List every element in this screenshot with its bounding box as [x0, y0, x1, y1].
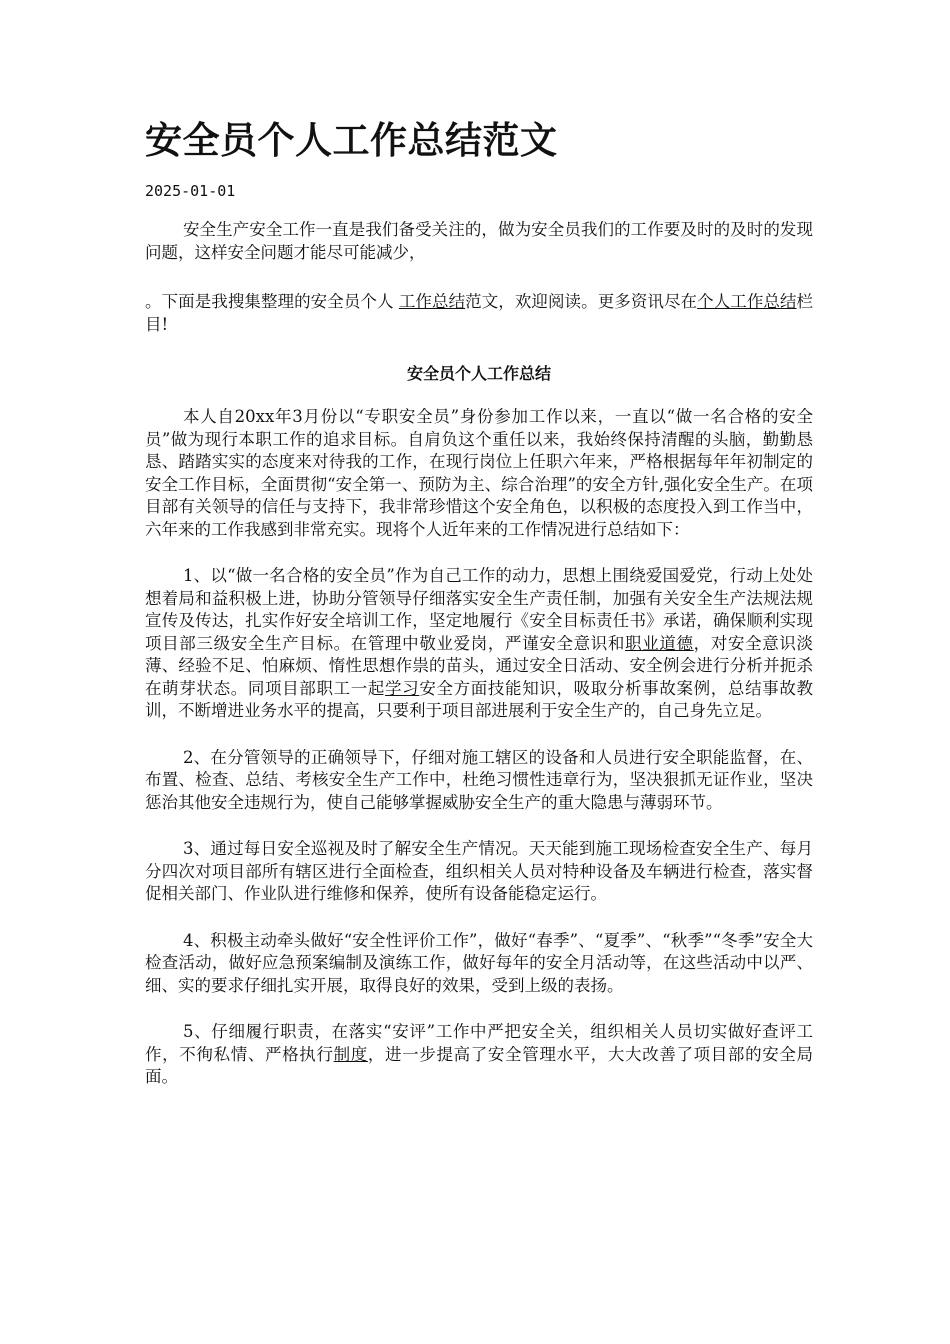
paragraph-5-text-a: 5、仔细履行职责，在落实“安评”工作中严把安全关，组织相关人员切实做好查评工作，不徇私情、严格执行 [145, 1022, 813, 1064]
paragraph-5-text-b: ，进一步提高了安全管理水平，大大改善了项目部的安全局面。 [145, 1044, 814, 1086]
section-heading: 安全员个人工作总结 [406, 364, 551, 383]
personal-summary-column-link[interactable]: 个人工作总结 [697, 292, 797, 311]
professional-ethics-link[interactable]: 职业道德 [625, 633, 694, 653]
body-paragraph-1 [145, 565, 813, 723]
publish-date: 2025-01-01 [145, 182, 236, 200]
intro-text: 安全生产安全工作一直是我们备受关注的，做为安全员我们的工作要及时的及时的发现问题，这样安全问题才能尽可能减少， [145, 220, 813, 262]
body-paragraph-0: 本人自20xx年3月份以“专职安全员”身份参加工作以来，一直以“做一名合格的安全员”做为现行本职工作的追求目标。自肩负这个重任以来，我始终保持清醒的头脑，勤勤恳恳、踏踏实实的态度来对待我的工作，在现行岗位上任职六年来，严格根据每年年初制定的安全工作目标，全面贯彻“安全第一、预防为主、综合治理”的安全方针,强化安全生产。在项目部有关领导的信任与支持下，我非常珍惜这个安全角色，以积极的态度投入到工作当中，六年来的工作我感到非常充实。现将个人近年来的工作情况进行总结如下： [145, 407, 813, 539]
intro-links-paragraph [145, 291, 813, 336]
intro-middle-text: 范文，欢迎阅读。更多资讯尽在 [465, 292, 698, 311]
intro-suffix-text: 栏目! [145, 292, 814, 334]
body-paragraph-4: 4、积极主动牵头做好“安全性评价工作”，做好“春季”、“夏季”、“秋季”“冬季”安全大检查活动，做好应急预案编制及演练工作，做好每年的安全月活动等，在这些活动中以严、细、实的要求仔细扎实开展，取得良好的效果，受到上级的表扬。 [145, 930, 813, 995]
study-link[interactable]: 学习 [385, 678, 420, 698]
body-paragraph-5 [145, 1021, 813, 1089]
paragraph-1-text-b: ，对安全意识淡薄、经验不足、怕麻烦、惰性思想作祟的苗头，通过安全日活动、安全例会进行分析并扼杀在萌芽状态。同项目部职工一起 [145, 633, 814, 698]
work-summary-link[interactable]: 工作总结 [398, 292, 466, 311]
document-title: 安全员个人工作总结范文 [145, 119, 558, 162]
document-page [145, 112, 813, 1089]
regulations-link[interactable]: 制度 [333, 1044, 368, 1064]
intro-paragraph [145, 219, 813, 264]
paragraph-1-text-c: 安全方面技能知识，吸取分析事故案例，总结事故教训，不断增进业务水平的提高，只要利于项目部进展利于安全生产的，自己身先立足。 [145, 678, 814, 720]
body-paragraph-2: 2、在分管领导的正确领导下，仔细对施工辖区的设备和人员进行安全职能监督，在、布置、检查、总结、考核安全生产工作中，杜绝习惯性违章行为，坚决狠抓无证作业，坚决惩治其他安全违规行为，使自己能够掌握威胁安全生产的重大隐患与薄弱环节。 [145, 747, 813, 812]
intro-prefix-text: 。下面是我搜集整理的安全员个人 [145, 292, 399, 311]
body-paragraph-3: 3、通过每日安全巡视及时了解安全生产情况。天天能到施工现场检查安全生产、每月分四次对项目部所有辖区进行全面检查，组织相关人员对特种设备及车辆进行检查，落实督促相关部门、作业队进行维修和保养，使所有设备能稳定运行。 [145, 839, 813, 903]
paragraph-1-text-a: 1、以“做一名合格的安全员”作为自己工作的动力，思想上围绕爱国爱党，行动上处处想着局和益积极上进，协助分管领导仔细落实安全生产责任制，加强有关安全生产法规法规宣传及传达，扎实作好安全培训工作，坚定地履行《安全目标责任书》承诺，确保顺利实现项目部三级安全生产目标。在管理中敬业爱岗，严谨安全意识和 [145, 566, 813, 653]
